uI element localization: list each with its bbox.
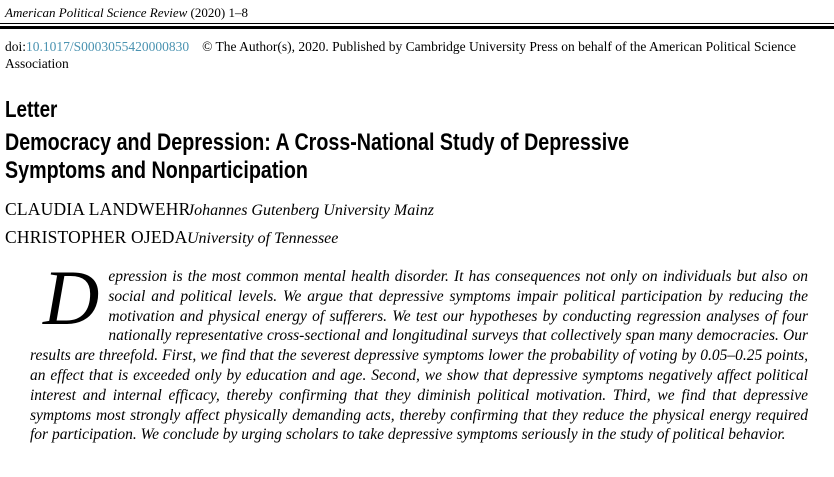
author-affiliation: University of Tennessee bbox=[187, 230, 339, 247]
journal-issue-pages: (2020) 1–8 bbox=[187, 5, 248, 20]
author-row bbox=[5, 224, 830, 252]
dropcap-letter: D bbox=[43, 254, 100, 341]
abstract-text: epression is the most common mental health disorder. It has consequences not only on individuals but also on social and political levels. We argue that depressive symptoms impair political participation by reducing the motivation and physical energy of sufferers. We test our hypotheses by conducting regression analyses of four nationally representative cross-sectional and longitudinal surveys that collectively span many democracies. Our results are threefold. First, we find that the severest depressive symptoms lower the probability of voting by 0.05–0.25 points, an effect that is exceeded only by education and age. Second, we show that depressive symptoms negatively affect political interest and internal efficacy, thereby confirming that they diminish political motivation. Third, we find that depressive symptoms most strongly affect physically demanding acts, thereby confirming that they reduce the physical energy required for participation. We conclude by urging scholars to take depressive symptoms seriously in the study of political behavior. bbox=[30, 268, 808, 444]
journal-header bbox=[5, 6, 830, 72]
author-affiliation: Johannes Gutenberg University Mainz bbox=[187, 202, 434, 219]
author-list bbox=[5, 196, 830, 252]
journal-citation-line bbox=[5, 6, 830, 20]
doi-link[interactable]: 10.1017/S0003055420000830 bbox=[26, 39, 190, 54]
doi-label: doi: bbox=[5, 39, 27, 54]
author-name: CLAUDIA LANDWEHR bbox=[5, 199, 191, 219]
doi-copyright-line bbox=[5, 38, 831, 72]
article bbox=[5, 97, 830, 445]
header-rule bbox=[0, 23, 834, 29]
abstract-paragraph bbox=[30, 254, 808, 445]
copyright-text: © The Author(s), 2020. Published by Cambridge University Press on behalf of the American Political Science Association bbox=[5, 39, 796, 71]
author-name: CHRISTOPHER OJEDA bbox=[5, 227, 188, 247]
article-title: Democracy and Depression: A Cross-National Study of Depressive Symptoms and Nonparticipation bbox=[5, 129, 630, 184]
journal-name: American Political Science Review bbox=[5, 5, 188, 20]
article-type-label: Letter bbox=[5, 96, 58, 122]
author-row bbox=[5, 196, 830, 224]
